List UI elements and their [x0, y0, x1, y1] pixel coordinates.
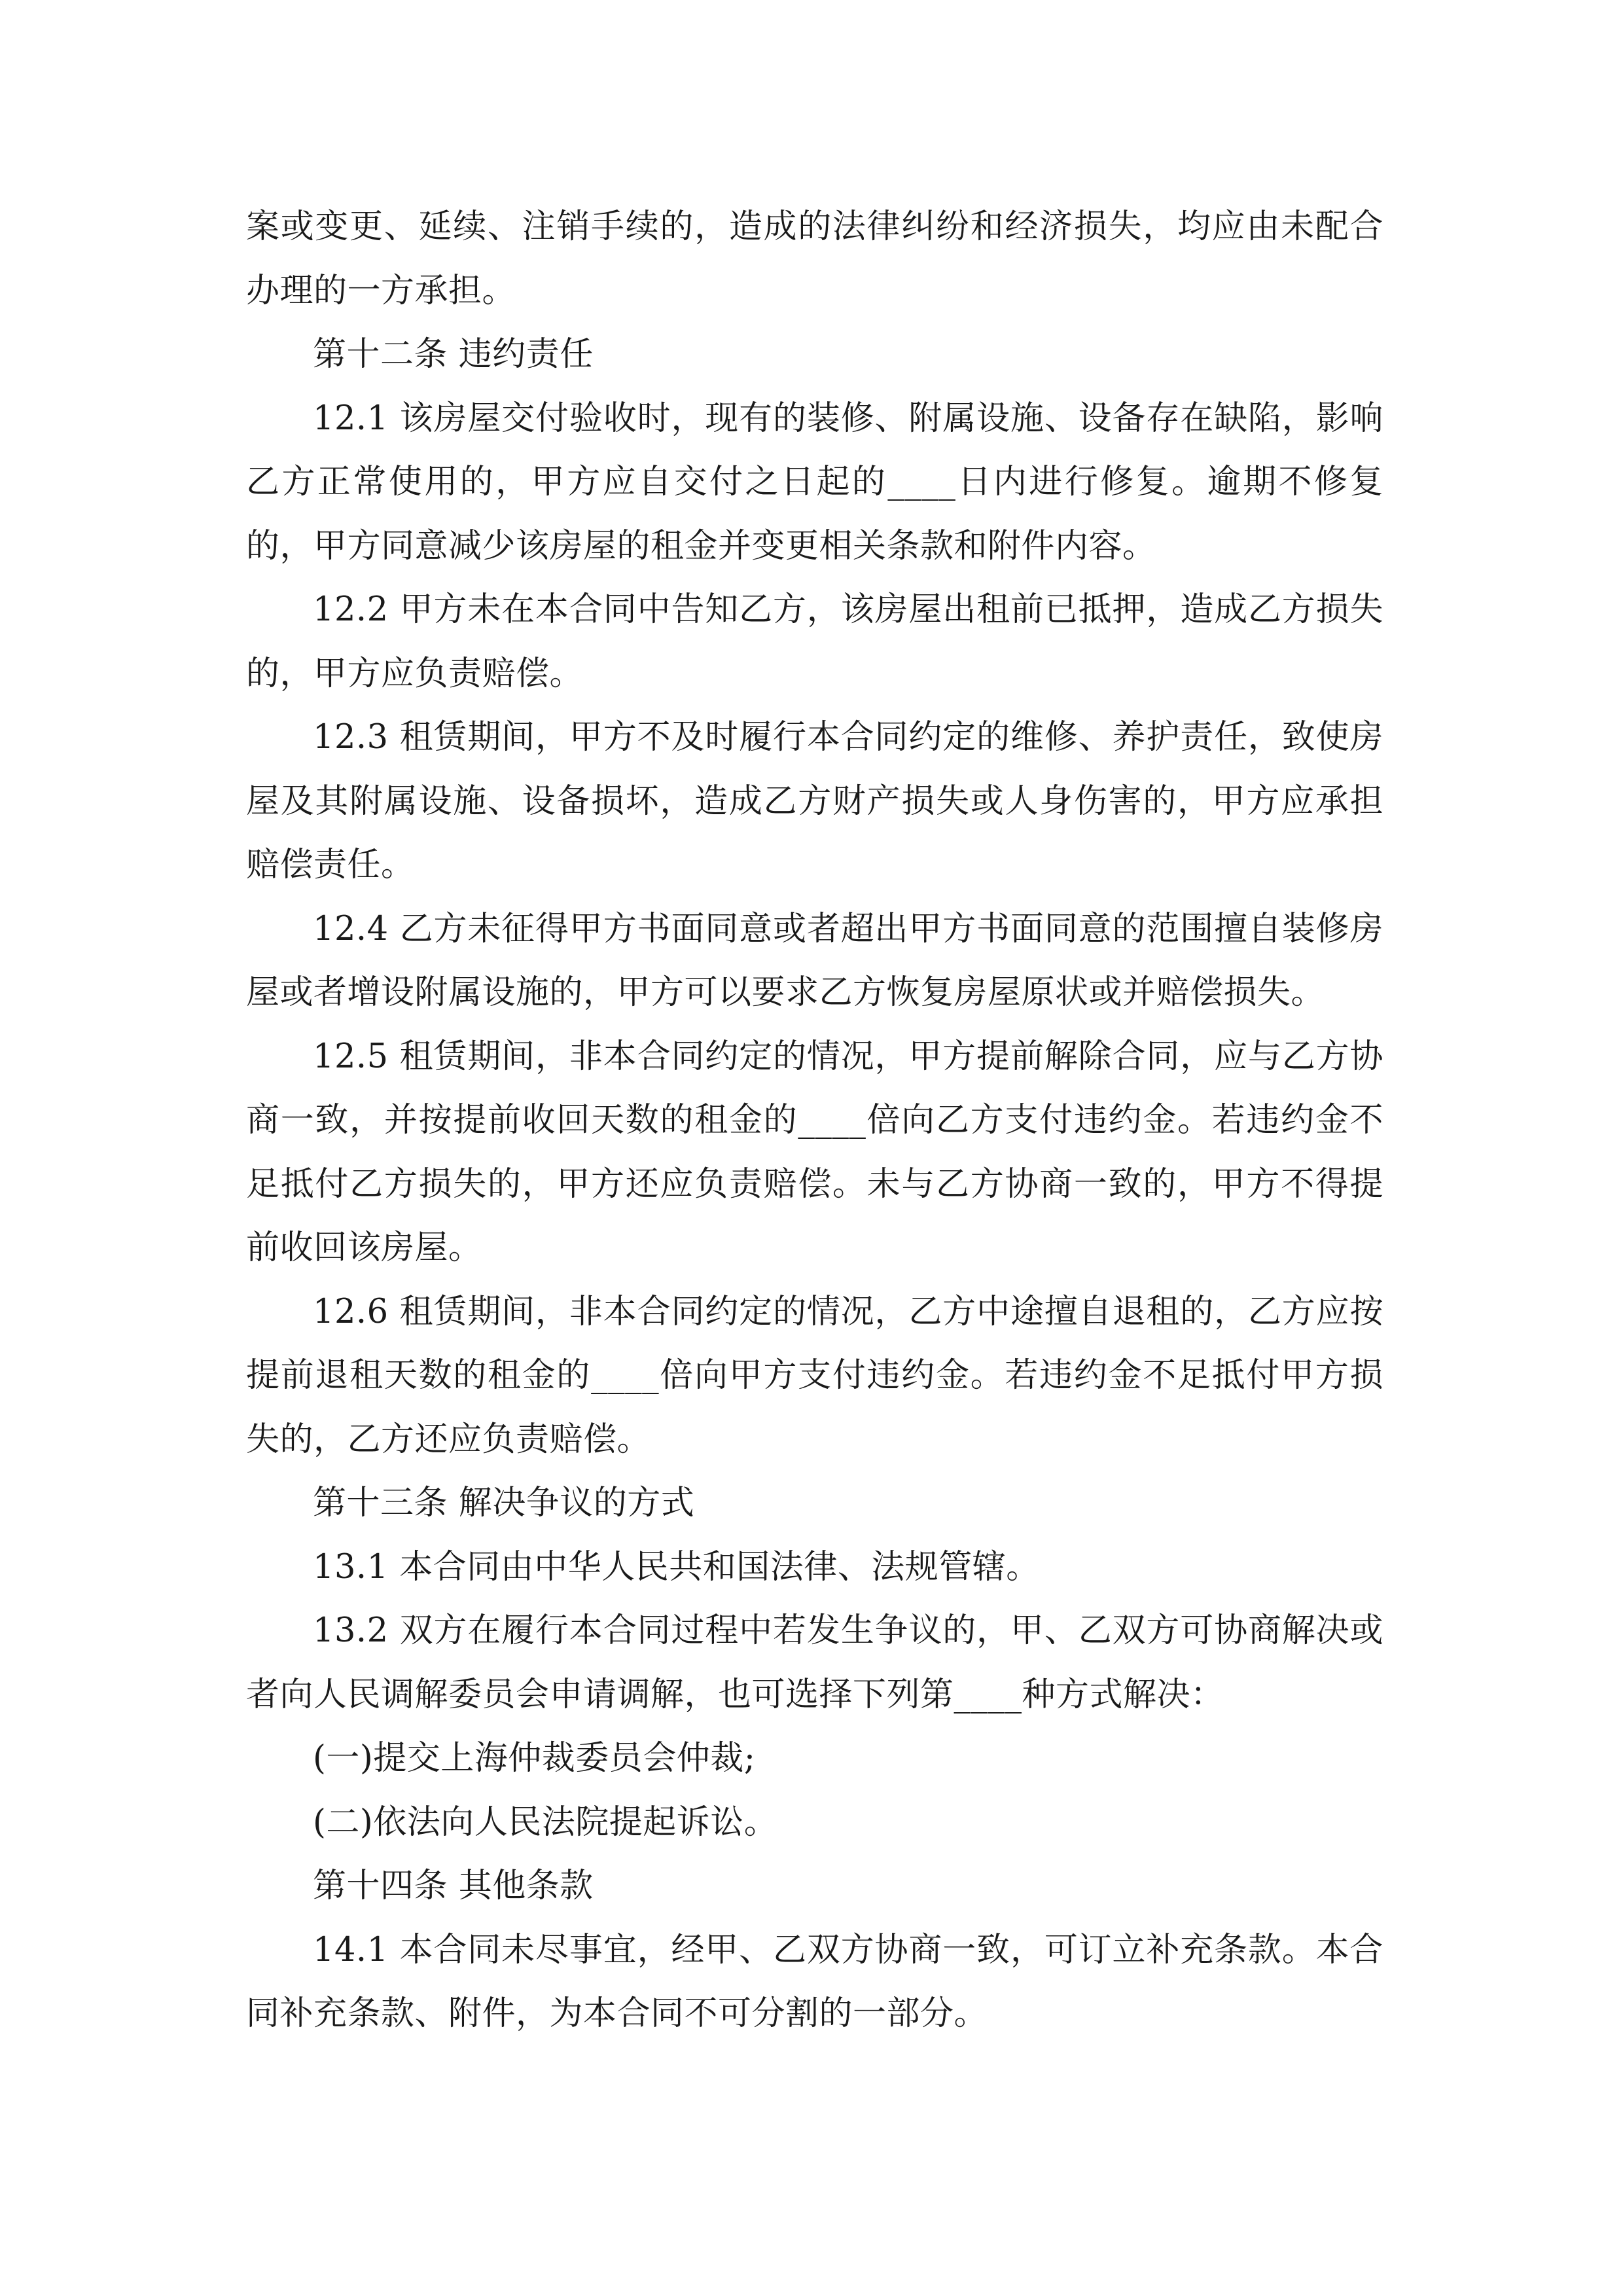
- option-1-arbitration: (一)提交上海仲裁委员会仲裁;: [313, 1739, 756, 1778]
- clause-12-4: 12.4 乙方未征得甲方书面同意或者超出甲方书面同意的范围擅自装修房屋或者增设附属设施的，甲方可以要求乙方恢复房屋原状或并赔偿损失。: [246, 909, 1383, 1012]
- clause-12-5: 12.5 租赁期间，非本合同约定的情况，甲方提前解除合同，应与乙方协商一致，并按提前收回天数的租金的____倍向乙方支付违约金。若违约金不足抵付乙方损失的，甲方还应负责赔偿。未与乙方协商一致的，甲方不得提前收回该房屋。: [246, 1037, 1383, 1267]
- clause-13-2: 13.2 双方在履行本合同过程中若发生争议的，甲、乙双方可协商解决或者向人民调解委员会申请调解，也可选择下列第____种方式解决：: [246, 1611, 1383, 1714]
- article-13-heading: 第十三条 解决争议的方式: [313, 1484, 695, 1522]
- clause-12-3: 12.3 租赁期间，甲方不及时履行本合同约定的维修、养护责任，致使房屋及其附属设施、设备损坏，造成乙方财产损失或人身伤害的，甲方应承担赔偿责任。: [246, 718, 1383, 884]
- clause-13-1: 13.1 本合同由中华人民共和国法律、法规管辖。: [313, 1547, 1040, 1587]
- clause-12-2: 12.2 甲方未在本合同中告知乙方，该房屋出租前已抵押，造成乙方损失的，甲方应负责赔偿。: [246, 590, 1383, 693]
- article-12-heading: 第十二条 违约责任: [313, 335, 594, 374]
- clause-14-1: 14.1 本合同未尽事宜，经甲、乙双方协商一致，可订立补充条款。本合同补充条款、附件，为本合同不可分割的一部分。: [246, 1930, 1383, 2033]
- contract-body: [246, 195, 1383, 2046]
- article-14-heading: 第十四条 其他条款: [313, 1867, 594, 1905]
- clause-12-1: 12.1 该房屋交付验收时，现有的装修、附属设施、设备存在缺陷，影响乙方正常使用的，甲方应自交付之日起的____日内进行修复。逾期不修复的，甲方同意减少该房屋的租金并变更相关条款和附件内容。: [246, 399, 1383, 565]
- paragraph-continuation: 案或变更、延续、注销手续的，造成的法律纠纷和经济损失，均应由未配合办理的一方承担。: [246, 207, 1383, 310]
- clause-12-6: 12.6 租赁期间，非本合同约定的情况，乙方中途擅自退租的，乙方应按提前退租天数的租金的____倍向甲方支付违约金。若违约金不足抵付甲方损失的，乙方还应负责赔偿。: [246, 1292, 1383, 1459]
- option-2-litigation: (二)依法向人民法院提起诉讼。: [313, 1803, 778, 1842]
